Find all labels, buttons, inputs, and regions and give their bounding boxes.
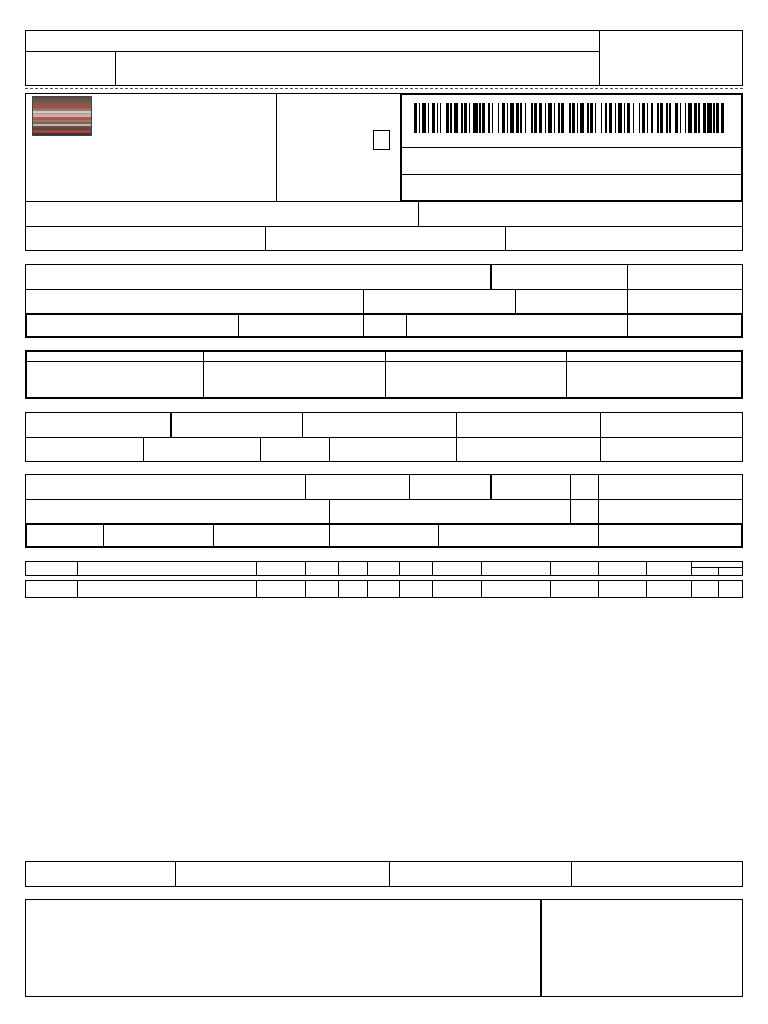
items-row-col-divider bbox=[367, 580, 368, 598]
items-header-col-divider bbox=[305, 561, 306, 576]
block4-r1-d4 bbox=[600, 412, 601, 438]
block4-r2-d3 bbox=[329, 437, 330, 462]
items-header-col-divider bbox=[367, 561, 368, 576]
barcode-divider-2 bbox=[400, 174, 743, 175]
items-row-col-divider bbox=[718, 580, 719, 598]
barcode-divider-1 bbox=[400, 147, 743, 148]
block5-r1-d3 bbox=[490, 474, 492, 500]
block2-r3-d2 bbox=[363, 313, 364, 338]
items-row-col-divider bbox=[550, 580, 551, 598]
items-header-col-divider bbox=[550, 561, 551, 576]
block3-header-line bbox=[25, 361, 743, 362]
info-row-1-divider bbox=[418, 201, 419, 227]
info-row-2-divider-b bbox=[505, 226, 506, 251]
block5-r2-d1 bbox=[329, 499, 330, 524]
checkbox[interactable] bbox=[373, 130, 390, 150]
block2-r3-d3 bbox=[406, 313, 407, 338]
block3-d3 bbox=[566, 350, 567, 399]
remarks-divider bbox=[540, 899, 542, 997]
items-header-subline bbox=[691, 567, 743, 568]
items-header-col-divider bbox=[338, 561, 339, 576]
block2-r3-d1 bbox=[238, 313, 239, 338]
block4-r2-d5 bbox=[600, 437, 601, 462]
block4-row-2 bbox=[25, 437, 743, 462]
block4-row-1 bbox=[25, 412, 743, 438]
header-title-box bbox=[25, 30, 601, 86]
info-row-2 bbox=[25, 226, 743, 251]
warehouse-photo-icon bbox=[32, 96, 92, 136]
block5-r2-d3 bbox=[598, 499, 599, 524]
items-header-col-divider bbox=[598, 561, 599, 576]
items-row-col-divider bbox=[598, 580, 599, 598]
block5-r3-d3 bbox=[329, 523, 330, 548]
block3-d1 bbox=[203, 350, 204, 399]
items-row-col-divider bbox=[305, 580, 306, 598]
block3 bbox=[25, 350, 743, 399]
block5-r1-d4 bbox=[570, 474, 571, 500]
footer-d1 bbox=[175, 861, 176, 887]
block4-r2-d2 bbox=[260, 437, 261, 462]
items-row-col-divider bbox=[77, 580, 78, 598]
block2-r1-d2 bbox=[627, 264, 628, 290]
block5-r3-d5 bbox=[598, 523, 599, 548]
form-id-box bbox=[599, 30, 743, 86]
items-row-col-divider bbox=[256, 580, 257, 598]
block2-r2-d2 bbox=[515, 289, 516, 314]
items-header-col-divider bbox=[646, 561, 647, 576]
perforation-line bbox=[25, 88, 743, 89]
footer-d3 bbox=[571, 861, 572, 887]
items-header-col-divider bbox=[691, 561, 692, 576]
block5-r1-d1 bbox=[305, 474, 306, 500]
header-divider bbox=[25, 51, 601, 52]
barcode-icon bbox=[414, 103, 728, 133]
items-header-col-divider bbox=[718, 567, 719, 576]
header-subtitle-divider bbox=[115, 51, 116, 86]
footer-row bbox=[25, 861, 743, 887]
items-header-col-divider bbox=[481, 561, 482, 576]
remarks-box bbox=[25, 899, 743, 997]
items-row-col-divider bbox=[399, 580, 400, 598]
block2-row-2 bbox=[25, 289, 743, 314]
block2-r2-d1 bbox=[363, 289, 364, 314]
info-row-2-divider-a bbox=[265, 226, 266, 251]
block3-d2 bbox=[385, 350, 386, 399]
block4-r1-d3 bbox=[456, 412, 457, 438]
block2-r3-d4 bbox=[627, 313, 628, 338]
block5-r3-d1 bbox=[103, 523, 104, 548]
block5-row-1 bbox=[25, 474, 743, 500]
block2-row-3 bbox=[25, 313, 743, 338]
items-table-row bbox=[25, 580, 743, 598]
info-row-1 bbox=[25, 201, 743, 227]
items-row-col-divider bbox=[481, 580, 482, 598]
items-row-col-divider bbox=[691, 580, 692, 598]
block2-r2-d3 bbox=[627, 289, 628, 314]
footer-d2 bbox=[389, 861, 390, 887]
block5-row-3 bbox=[25, 523, 743, 548]
block4-r2-d1 bbox=[143, 437, 144, 462]
block5-r2-d2 bbox=[570, 499, 571, 524]
block4-r1-d1 bbox=[170, 412, 172, 438]
items-header-col-divider bbox=[256, 561, 257, 576]
items-header-col-divider bbox=[432, 561, 433, 576]
block5-row-2 bbox=[25, 499, 743, 524]
block5-r3-d2 bbox=[213, 523, 214, 548]
block4-r1-d2 bbox=[302, 412, 303, 438]
block5-r3-d4 bbox=[438, 523, 439, 548]
items-header-col-divider bbox=[77, 561, 78, 576]
items-table-header bbox=[25, 561, 743, 576]
block5-r1-d5 bbox=[598, 474, 599, 500]
block5-r1-d2 bbox=[409, 474, 410, 500]
items-row-col-divider bbox=[432, 580, 433, 598]
block4-r2-d4 bbox=[456, 437, 457, 462]
items-header-col-divider bbox=[399, 561, 400, 576]
items-row-col-divider bbox=[338, 580, 339, 598]
block2-row-1 bbox=[25, 264, 743, 290]
items-row-col-divider bbox=[646, 580, 647, 598]
block2-r1-d1 bbox=[490, 264, 492, 290]
